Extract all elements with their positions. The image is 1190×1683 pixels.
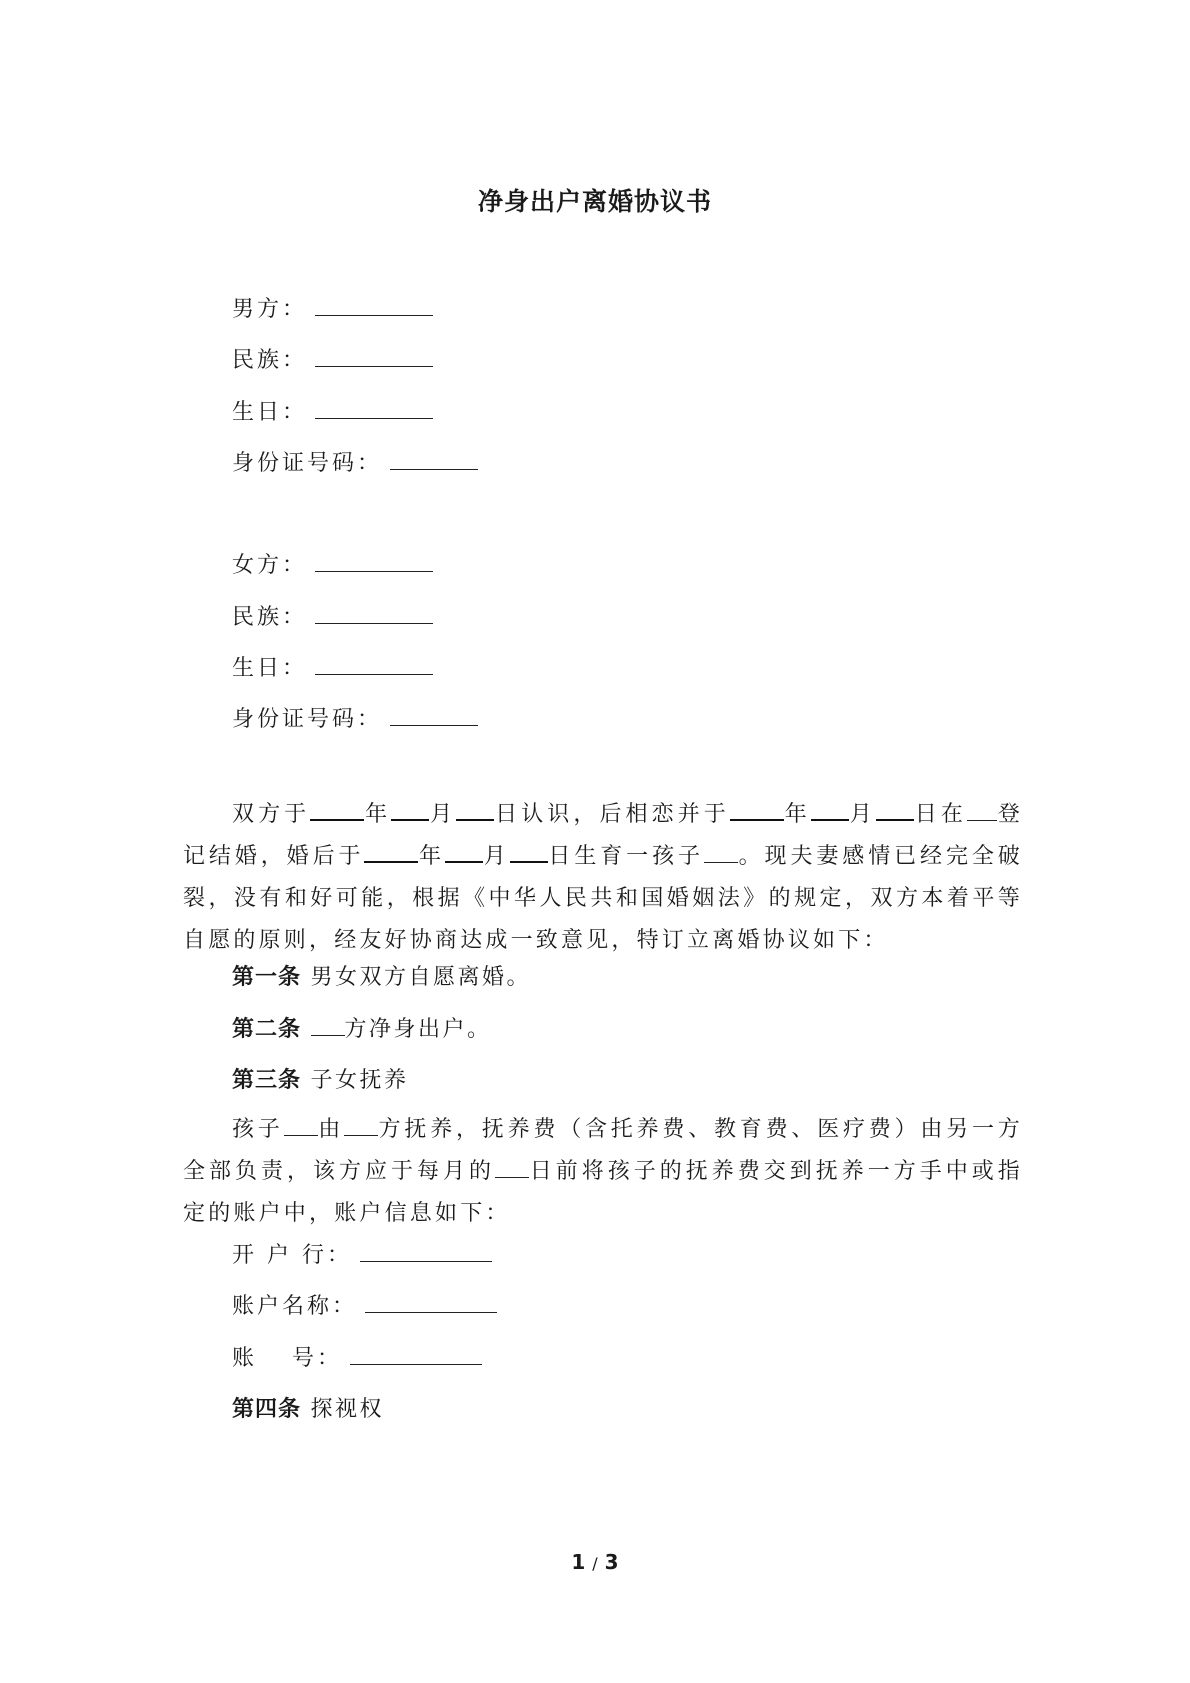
- custody-text: 孩子: [232, 1117, 284, 1142]
- intro-text: 月: [848, 802, 876, 827]
- male-ethnicity-label: 民族：: [232, 348, 308, 373]
- meet-day-blank: [456, 801, 494, 821]
- custody-text: 方抚养，抚养费（含托养费、教育费、医疗费）由另一方全部负责，该方应于每月的: [183, 1117, 1023, 1184]
- account-name-label: 账户名称：: [232, 1294, 358, 1319]
- article-4-text: 探视权: [310, 1397, 385, 1422]
- intro-text: 登记结婚，婚后于: [183, 802, 1024, 869]
- male-id-field: [232, 446, 478, 477]
- article-3-text: 子女抚养: [310, 1068, 409, 1093]
- female-birthday-label: 生日：: [232, 656, 308, 681]
- male-name-blank: [315, 295, 433, 316]
- article-4-label: 第四条: [232, 1396, 302, 1422]
- intro-text: 年: [364, 802, 392, 827]
- account-name-field: [232, 1289, 497, 1320]
- account-name-blank: [365, 1292, 497, 1313]
- male-ethnicity-blank: [315, 346, 433, 367]
- total-pages: 3: [604, 1550, 619, 1574]
- female-name-blank: [315, 551, 433, 572]
- male-ethnicity-field: [232, 343, 433, 374]
- article-3-label: 第三条: [232, 1067, 302, 1093]
- birth-year-blank: [364, 843, 418, 863]
- custody-text: 日前将孩子的抚养费交到抚养一方手中或指定的账户中，账户信息如下：: [183, 1159, 1023, 1226]
- child-gender-blank: [704, 844, 738, 863]
- bank-blank: [360, 1241, 492, 1262]
- article-1-text: 男女双方自愿离婚。: [310, 965, 532, 990]
- marry-day-blank: [876, 801, 914, 821]
- account-number-label: 账 号：: [232, 1346, 342, 1371]
- female-heading-field: [232, 548, 433, 579]
- female-id-blank: [390, 705, 478, 726]
- bank-field: [232, 1238, 492, 1269]
- female-heading-label: 女方：: [232, 553, 308, 578]
- intro-text: 年: [783, 802, 811, 827]
- page-separator: /: [592, 1554, 598, 1573]
- custody-text: 由: [317, 1117, 345, 1142]
- marry-year-blank: [730, 801, 784, 821]
- male-birthday-label: 生日：: [232, 400, 308, 425]
- female-id-field: [232, 702, 478, 733]
- intro-text: 日认识，后相恋并于: [494, 802, 730, 827]
- bank-label: 开 户 行：: [232, 1243, 352, 1268]
- marry-place-blank: [967, 802, 997, 821]
- payment-day-blank: [495, 1159, 529, 1178]
- female-ethnicity-blank: [315, 603, 433, 624]
- birth-month-blank: [445, 843, 483, 863]
- party-blank: [311, 1017, 345, 1036]
- article-4: [232, 1392, 384, 1423]
- intro-text: 日在: [913, 802, 967, 827]
- current-page: 1: [571, 1550, 586, 1574]
- article-1-label: 第一条: [232, 964, 302, 990]
- article-1: [232, 960, 531, 991]
- male-birthday-blank: [315, 398, 433, 419]
- child-blank: [284, 1117, 318, 1136]
- female-ethnicity-field: [232, 600, 433, 631]
- custody-paragraph: [183, 1109, 1023, 1235]
- account-number-field: [232, 1341, 482, 1372]
- male-heading-label: 男方：: [232, 297, 308, 322]
- article-2-label: 第二条: [232, 1016, 302, 1042]
- meet-year-blank: [310, 801, 364, 821]
- intro-paragraph: [183, 794, 1023, 962]
- meet-month-blank: [391, 801, 429, 821]
- article-3: [232, 1063, 409, 1094]
- intro-text: 月: [429, 802, 457, 827]
- male-id-label: 身份证号码：: [232, 451, 383, 476]
- marry-month-blank: [811, 801, 849, 821]
- female-birthday-field: [232, 651, 433, 682]
- article-2-text: 方净身出户。: [344, 1017, 492, 1042]
- intro-text: 。现夫妻感情已经完全破裂，没有和好可能，根据《中华人民共和国婚姻法》的规定，双方本着平等自愿的原则，经友好协商达成一致意见，特订立离婚协议如下：: [183, 844, 1024, 953]
- document-title: 净身出户离婚协议书: [477, 187, 712, 216]
- male-id-blank: [390, 449, 478, 470]
- birth-day-blank: [510, 843, 548, 863]
- female-id-label: 身份证号码：: [232, 707, 383, 732]
- intro-text: 日生育一孩子: [547, 844, 704, 869]
- male-heading-field: [232, 292, 433, 323]
- intro-text: 年: [418, 844, 446, 869]
- custodian-blank: [344, 1117, 378, 1136]
- female-ethnicity-label: 民族：: [232, 605, 308, 630]
- article-2: [232, 1012, 492, 1043]
- page-number: [0, 1550, 1190, 1574]
- female-birthday-blank: [315, 654, 433, 675]
- intro-text: 月: [483, 844, 510, 869]
- male-birthday-field: [232, 395, 433, 426]
- intro-text: 双方于: [232, 802, 311, 827]
- account-number-blank: [350, 1344, 482, 1365]
